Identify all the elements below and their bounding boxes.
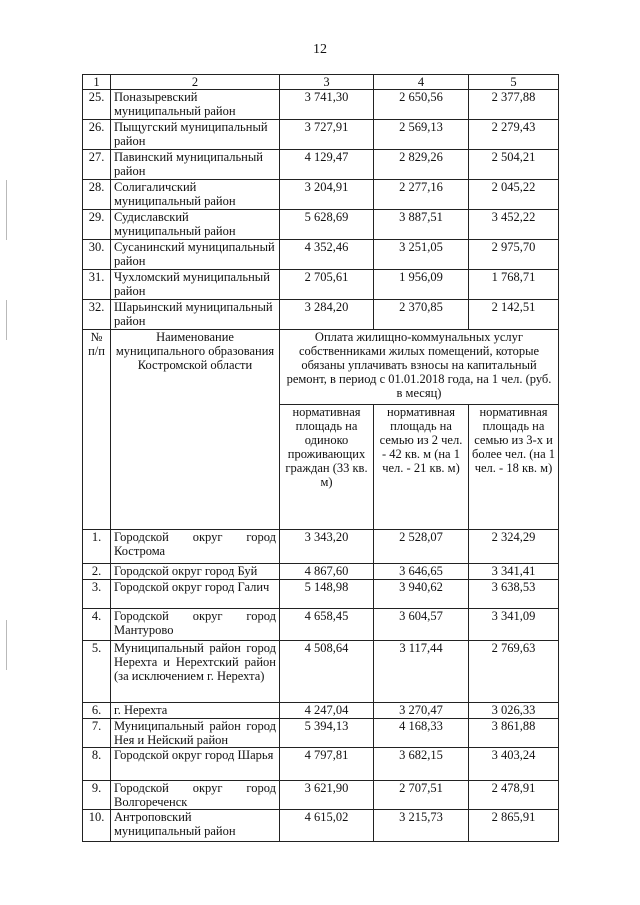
row-number: 32. [83,300,111,330]
page-number: 12 [313,42,327,57]
district-name: Городской округ город Галич [111,580,280,609]
row-number: 7. [83,719,111,748]
value-family-3: 2 377,88 [469,90,559,120]
table-row [83,210,559,240]
table-row [83,641,559,703]
row-number: 28. [83,180,111,210]
table-row [83,180,559,210]
column-number: 5 [469,75,559,90]
value-single: 4 867,60 [280,564,374,580]
value-family-2: 2 528,07 [374,530,469,564]
column-number: 4 [374,75,469,90]
value-single: 4 352,46 [280,240,374,270]
header-caption: Оплата жилищно-коммунальных услуг собственниками жилых помещений, которые обязаны уплачивать взносы на капитальный ремонт, в период с 01.01.2018 года, на 1 чел. (руб. в месяц) [280,330,559,405]
tariff-table [82,74,559,842]
header-district-name: Наименование муниципального образования Костромской области [111,330,280,530]
value-single: 3 727,91 [280,120,374,150]
value-family-2: 4 168,33 [374,719,469,748]
header-col-family-2: нормативная площадь на семью из 2 чел. - 42 кв. м (на 1 чел. - 21 кв. м) [374,405,469,530]
value-family-3: 2 045,22 [469,180,559,210]
value-single: 4 615,02 [280,810,374,842]
value-single: 4 129,47 [280,150,374,180]
value-single: 4 658,45 [280,609,374,641]
value-family-3: 2 478,91 [469,781,559,810]
district-name: Антроповский муниципальный район [111,810,280,842]
value-single: 4 797,81 [280,748,374,781]
table-row [83,719,559,748]
value-family-2: 3 646,65 [374,564,469,580]
table-row [83,703,559,719]
district-name: Городской округ город Мантурово [111,609,280,641]
value-family-2: 3 215,73 [374,810,469,842]
value-family-2: 2 569,13 [374,120,469,150]
table-row [83,609,559,641]
row-number: 6. [83,703,111,719]
table-row [83,580,559,609]
value-family-3: 2 324,29 [469,530,559,564]
value-family-3: 2 769,63 [469,641,559,703]
row-number: 31. [83,270,111,300]
value-family-2: 3 251,05 [374,240,469,270]
header-row-number: № п/п [83,330,111,530]
value-single: 3 343,20 [280,530,374,564]
row-number: 10. [83,810,111,842]
row-number: 5. [83,641,111,703]
value-family-2: 3 117,44 [374,641,469,703]
row-number: 1. [83,530,111,564]
district-name: Городской округ город Кострома [111,530,280,564]
table-row [83,270,559,300]
table-row [83,150,559,180]
value-family-2: 3 682,15 [374,748,469,781]
value-family-3: 3 026,33 [469,703,559,719]
table-row [83,530,559,564]
district-name: Сусанинский муниципальный район [111,240,280,270]
row-number: 26. [83,120,111,150]
value-family-3: 3 341,41 [469,564,559,580]
value-family-3: 2 504,21 [469,150,559,180]
value-family-2: 2 707,51 [374,781,469,810]
table-row [83,564,559,580]
value-family-2: 3 887,51 [374,210,469,240]
value-family-3: 3 452,22 [469,210,559,240]
value-family-3: 2 975,70 [469,240,559,270]
value-single: 3 621,90 [280,781,374,810]
district-name: Павинский муниципальный район [111,150,280,180]
district-name: Чухломский муниципальный район [111,270,280,300]
table-row [83,300,559,330]
district-name: Городской округ город Волгореченск [111,781,280,810]
value-family-2: 2 650,56 [374,90,469,120]
table-row [83,748,559,781]
header-col-single: нормативная площадь на одиноко проживающих граждан (33 кв. м) [280,405,374,530]
column-number-row [83,75,559,90]
value-family-2: 2 277,16 [374,180,469,210]
value-family-2: 3 940,62 [374,580,469,609]
value-family-3: 3 638,53 [469,580,559,609]
value-single: 3 284,20 [280,300,374,330]
column-number: 3 [280,75,374,90]
value-family-3: 1 768,71 [469,270,559,300]
district-name: г. Нерехта [111,703,280,719]
scan-edge-mark [6,180,7,240]
row-number: 2. [83,564,111,580]
district-name: Шарьинский муниципальный район [111,300,280,330]
table-row [83,781,559,810]
row-number: 9. [83,781,111,810]
header-col-family-3: нормативная площадь на семью из 3-х и более чел. (на 1 чел. - 18 кв. м) [469,405,559,530]
value-single: 5 148,98 [280,580,374,609]
row-number: 27. [83,150,111,180]
value-family-3: 2 865,91 [469,810,559,842]
value-single: 3 741,30 [280,90,374,120]
value-family-3: 2 142,51 [469,300,559,330]
value-single: 4 247,04 [280,703,374,719]
column-number: 1 [83,75,111,90]
scan-edge-mark [6,300,7,340]
value-single: 5 394,13 [280,719,374,748]
value-family-3: 3 861,88 [469,719,559,748]
value-single: 3 204,91 [280,180,374,210]
district-name: Муниципальный район город Нея и Нейский район [111,719,280,748]
scan-edge-mark [6,620,7,670]
row-number: 3. [83,580,111,609]
row-number: 25. [83,90,111,120]
district-name: Городской округ город Буй [111,564,280,580]
district-name: Солигаличский муниципальный район [111,180,280,210]
value-family-3: 2 279,43 [469,120,559,150]
value-single: 2 705,61 [280,270,374,300]
row-number: 4. [83,609,111,641]
table-row [83,90,559,120]
value-family-2: 2 370,85 [374,300,469,330]
value-family-2: 3 270,47 [374,703,469,719]
value-single: 5 628,69 [280,210,374,240]
district-name: Поназыревский муниципальный район [111,90,280,120]
section-header-row [83,330,559,405]
value-family-2: 3 604,57 [374,609,469,641]
row-number: 29. [83,210,111,240]
district-name: Городской округ город Шарья [111,748,280,781]
table-row [83,120,559,150]
value-family-3: 3 403,24 [469,748,559,781]
column-number: 2 [111,75,280,90]
value-family-2: 1 956,09 [374,270,469,300]
value-single: 4 508,64 [280,641,374,703]
value-family-3: 3 341,09 [469,609,559,641]
district-name: Судиславский муниципальный район [111,210,280,240]
table-row [83,810,559,842]
table-row [83,240,559,270]
row-number: 8. [83,748,111,781]
value-family-2: 2 829,26 [374,150,469,180]
district-name: Пыщугский муниципальный район [111,120,280,150]
district-name: Муниципальный район город Нерехта и Нерехтский район (за исключением г. Нерехта) [111,641,280,703]
row-number: 30. [83,240,111,270]
